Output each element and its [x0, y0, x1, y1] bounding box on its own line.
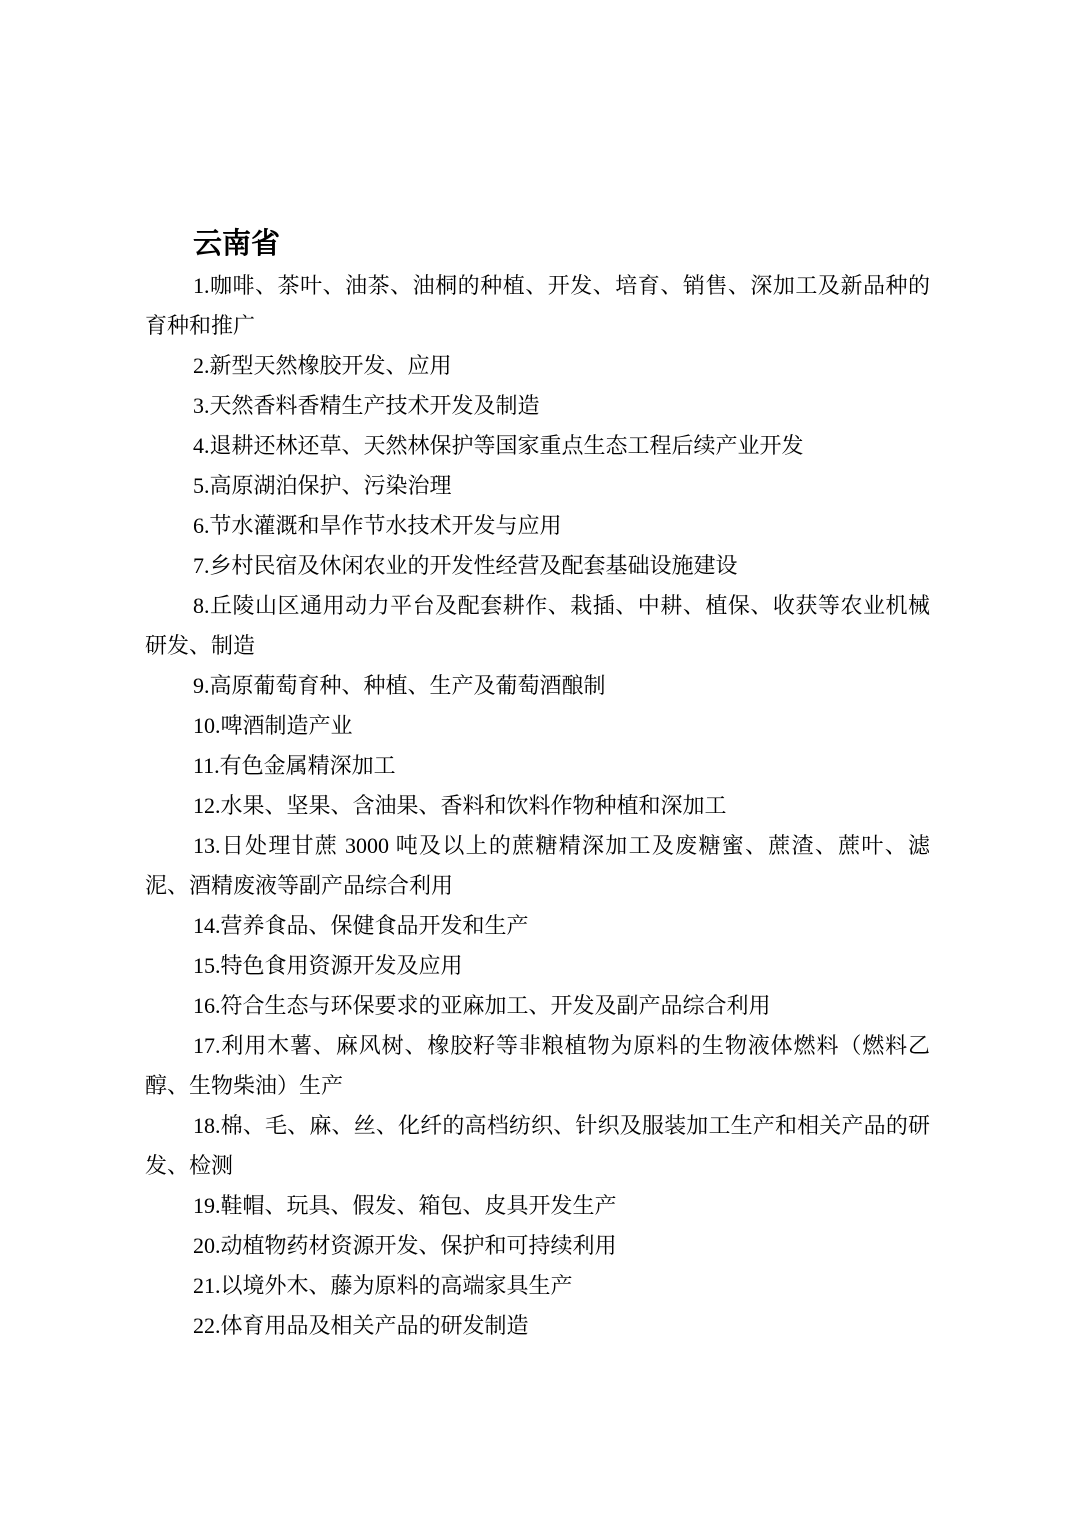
list-item-3: 3.天然香料香精生产技术开发及制造: [193, 393, 540, 418]
list-item-17: 17.利用木薯、麻风树、橡胶籽等非粮植物为原料的生物液体燃料（燃料乙醇、生物柴油）生产: [145, 1033, 930, 1098]
list-item-4: 4.退耕还林还草、天然林保护等国家重点生态工程后续产业开发: [193, 433, 804, 458]
list-item-15: 15.特色食用资源开发及应用: [193, 953, 463, 978]
item-list: [145, 266, 930, 1346]
list-item-22: 22.体育用品及相关产品的研发制造: [193, 1313, 529, 1338]
list-item-9: 9.高原葡萄育种、种植、生产及葡萄酒酿制: [193, 673, 606, 698]
list-item-16: 16.符合生态与环保要求的亚麻加工、开发及副产品综合利用: [193, 993, 771, 1018]
list-item-1: 1.咖啡、茶叶、油茶、油桐的种植、开发、培育、销售、深加工及新品种的育种和推广: [145, 273, 930, 338]
list-item-10: 10.啤酒制造产业: [193, 713, 353, 738]
list-item-12: 12.水果、坚果、含油果、香料和饮料作物种植和深加工: [193, 793, 727, 818]
list-item-5: 5.高原湖泊保护、污染治理: [193, 473, 452, 498]
list-item-13: 13.日处理甘蔗 3000 吨及以上的蔗糖精深加工及废糖蜜、蔗渣、蔗叶、滤泥、酒精废液等副产品综合利用: [145, 833, 930, 898]
list-item-8: 8.丘陵山区通用动力平台及配套耕作、栽插、中耕、植保、收获等农业机械研发、制造: [145, 593, 930, 658]
list-item-18: 18.棉、毛、麻、丝、化纤的高档纺织、针织及服装加工生产和相关产品的研发、检测: [145, 1113, 930, 1178]
section-heading: 云南省: [193, 228, 281, 260]
list-item-2: 2.新型天然橡胶开发、应用: [193, 353, 452, 378]
list-item-20: 20.动植物药材资源开发、保护和可持续利用: [193, 1233, 617, 1258]
list-item-21: 21.以境外木、藤为原料的高端家具生产: [193, 1273, 573, 1298]
list-item-11: 11.有色金属精深加工: [193, 753, 396, 778]
document-content: [145, 222, 930, 1346]
list-item-19: 19.鞋帽、玩具、假发、箱包、皮具开发生产: [193, 1193, 617, 1218]
list-item-6: 6.节水灌溉和旱作节水技术开发与应用: [193, 513, 562, 538]
list-item-7: 7.乡村民宿及休闲农业的开发性经营及配套基础设施建设: [193, 553, 738, 578]
list-item-14: 14.营养食品、保健食品开发和生产: [193, 913, 529, 938]
